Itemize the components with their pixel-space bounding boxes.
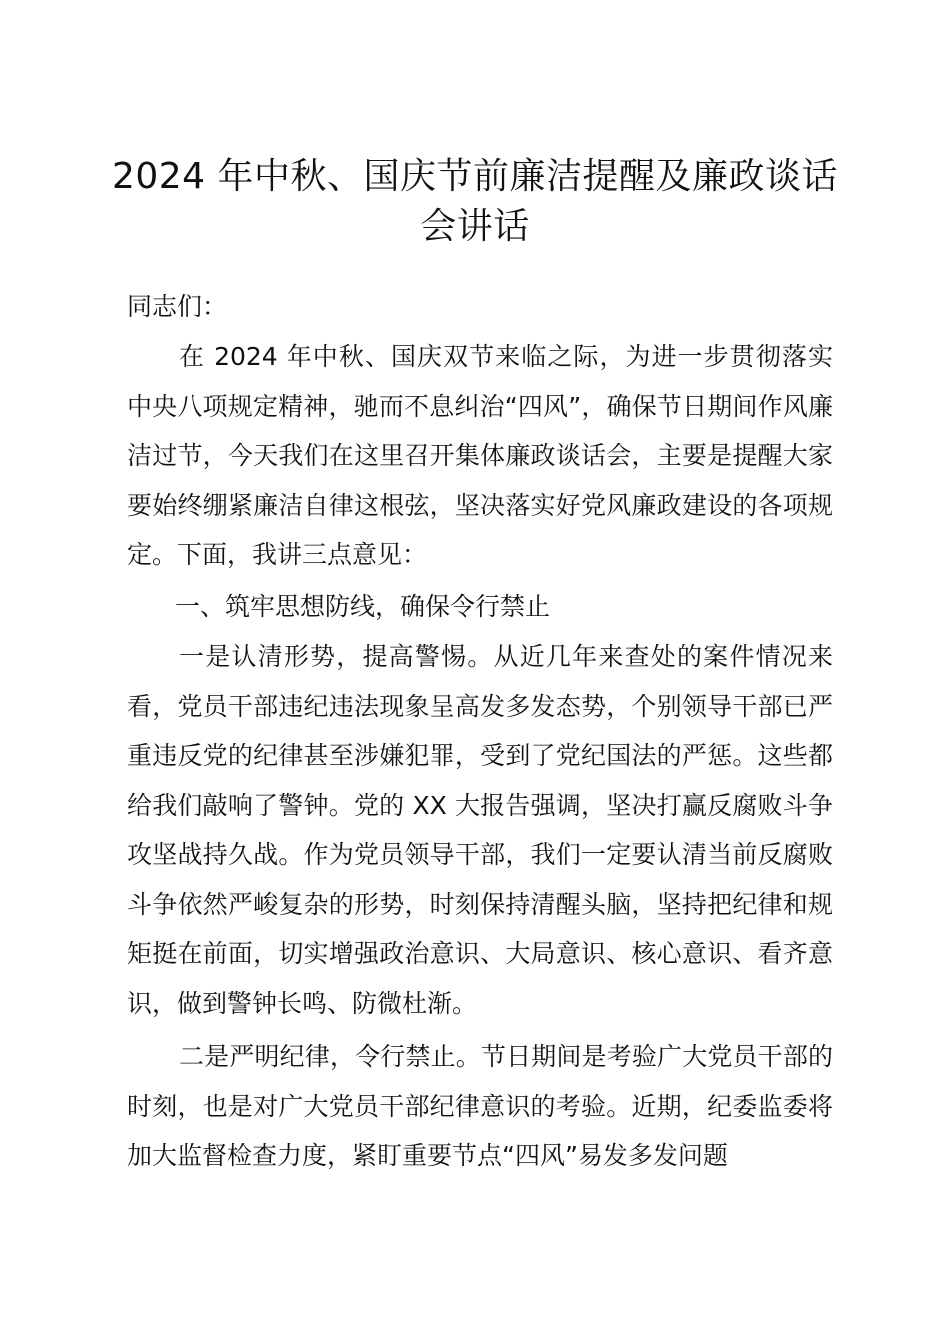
paragraph-point-1: 一是认清形势，提高警惕。从近几年来查处的案件情况来看，党员干部违纪违法现象呈高发多发态势，个别领导干部已严重违反党的纪律甚至涉嫌犯罪，受到了党纪国法的严惩。这些都给我们敲响了警钟。党的 XX 大报告强调，坚决打赢反腐败斗争攻坚战持久战。作为党员领导干部，我们一定要认清当前反腐败斗争依然严峻复杂的形势，时刻保持清醒头脑，坚持把纪律和规矩挺在前面，切实增强政治意识、大局意识、核心意识、看齐意识，做到警钟长鸣、防微杜渐。 bbox=[127, 642, 833, 1018]
section-heading-1: 一、筑牢思想防线，确保令行禁止 bbox=[175, 592, 551, 621]
document-title: 2024 年中秋、国庆节前廉洁提醒及廉政谈话会讲话 bbox=[111, 156, 839, 247]
paragraph-intro: 在 2024 年中秋、国庆双节来临之际，为进一步贯彻落实中央八项规定精神，驰而不息纠治“四风”，确保节日期间作风廉洁过节，今天我们在这里召开集体廉政谈话会，主要是提醒大家要始终绷紧廉洁自律这根弦，坚决落实好党风廉政建设的各项规定。下面，我讲三点意见： bbox=[127, 342, 833, 569]
paragraph-point-2: 二是严明纪律，令行禁止。节日期间是考验广大党员干部的时刻，也是对广大党员干部纪律意识的考验。近期，纪委监委将加大监督检查力度，紧盯重要节点“四风”易发多发问题 bbox=[127, 1042, 833, 1170]
salutation: 同志们： bbox=[127, 292, 228, 321]
